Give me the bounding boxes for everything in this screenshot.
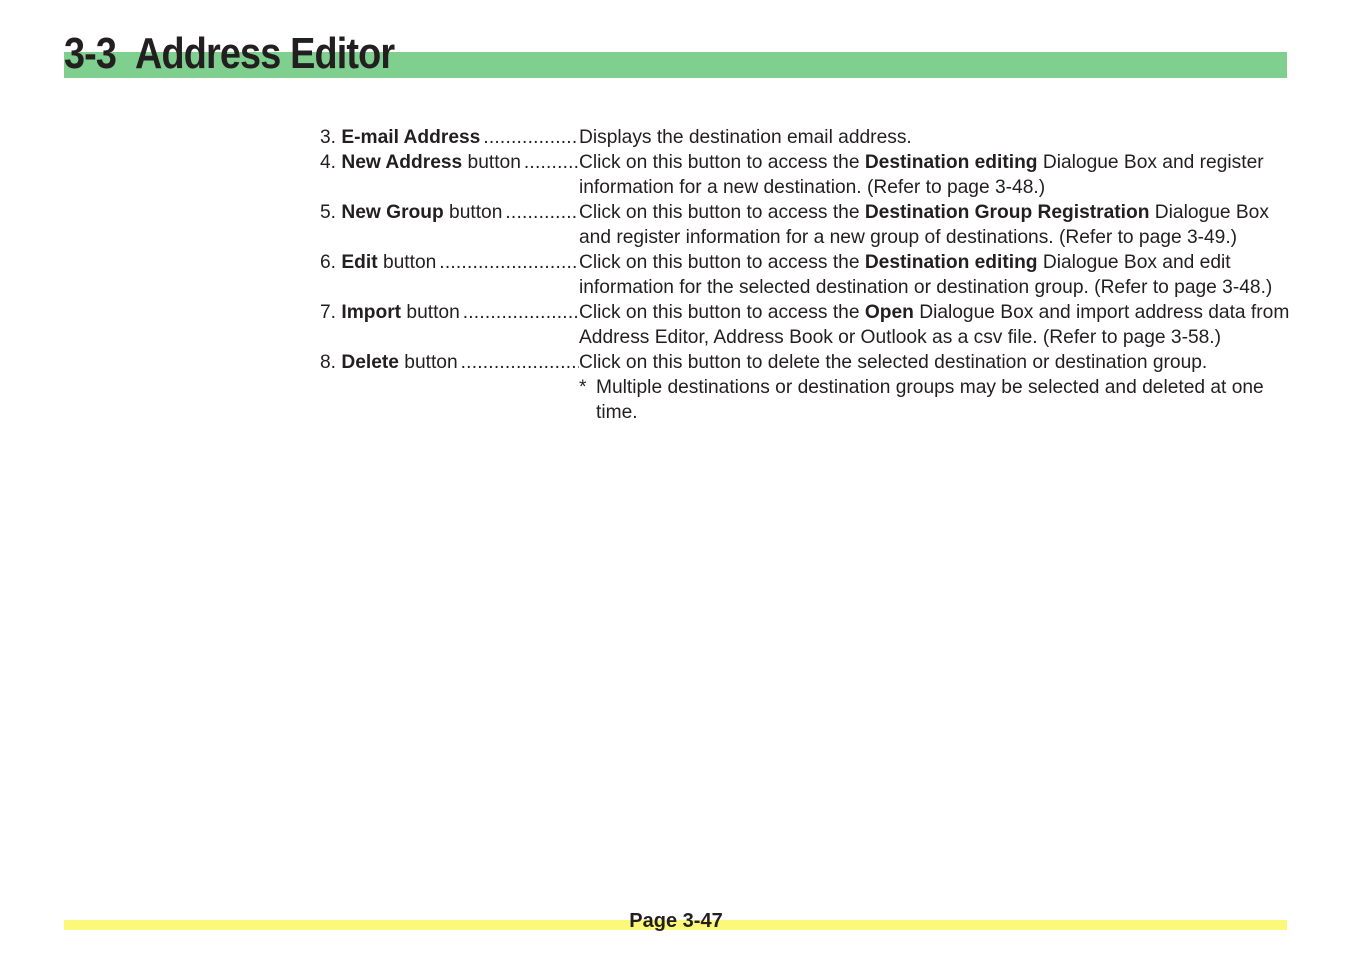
description-text: Click on this button to access the [579,152,865,173]
dot-leader [461,350,579,375]
item-label [320,150,579,175]
item-label [320,300,579,325]
item-number: 8. [320,352,337,373]
item-name: E-mail Address [341,127,481,148]
dialogue-box-name: Open [864,302,914,323]
dialogue-box-name: Destination Group Registration [864,202,1150,223]
item-description [579,200,1290,250]
list-item [320,125,1290,150]
item-suffix: button [462,152,521,173]
dot-leader [463,300,579,325]
description-text: Click on this button to access the [579,202,865,223]
item-number: 4. [320,152,337,173]
item-description [579,300,1290,350]
dot-leader [505,200,579,225]
item-suffix: button [377,252,437,273]
list-item [320,150,1290,200]
description-text: Displays the destination email address. [579,127,912,148]
section-number: 3-3 [64,29,117,78]
item-number: 3. [320,127,337,148]
list-item [320,200,1290,250]
page-number: Page 3-47 [629,910,723,932]
item-description [579,350,1290,375]
item-description-list [320,125,1290,425]
description-text: Click on this button to delete the selected destination or destination group. [579,352,1208,373]
list-item [320,350,1290,375]
item-name: Import [341,302,402,323]
item-name: New Group [341,202,444,223]
item-label [320,200,579,225]
item-suffix: button [401,302,460,323]
dot-leader [524,150,579,175]
footnote-marker: * [579,377,587,398]
dot-leader [483,125,579,150]
description-text: Dialogue Box and register information for a new group of destinations. (Refer to page 3-49.) [579,202,1269,248]
list-item [320,300,1290,350]
item-name: New Address [341,152,463,173]
item-suffix: button [443,202,503,223]
section-title: Address Editor [135,29,395,78]
item-name: Edit [341,252,378,273]
description-text: Click on this button to access the [579,252,865,273]
item-number: 5. [320,202,337,223]
dialogue-box-name: Destination editing [864,252,1038,273]
item-description [579,250,1290,300]
description-text: Dialogue Box and edit information for the selected destination or destination group. (Refer to page 3-48.) [579,252,1273,298]
item-name: Delete [341,352,399,373]
dialogue-box-name: Destination editing [864,152,1038,173]
item-label [320,125,579,150]
item-label [320,250,579,275]
item-label [320,350,579,375]
description-text: Dialogue Box and import address data from Address Editor, Address Book or Outlook as a csv file. (Refer to page 3-58.) [579,302,1290,348]
item-description [579,125,1290,150]
description-text: Dialogue Box and register information for a new destination. (Refer to page 3-48.) [579,152,1264,198]
item-description [579,150,1290,200]
description-text: Click on this button to access the [579,302,865,323]
list-item [320,250,1290,300]
page-title [64,26,394,82]
item-number: 6. [320,252,337,273]
item-suffix: button [398,352,458,373]
footnote [579,375,1290,425]
item-number: 7. [320,302,337,323]
dot-leader [439,250,579,275]
footnote-text: Multiple destinations or destination groups may be selected and deleted at one time. [596,377,1264,423]
